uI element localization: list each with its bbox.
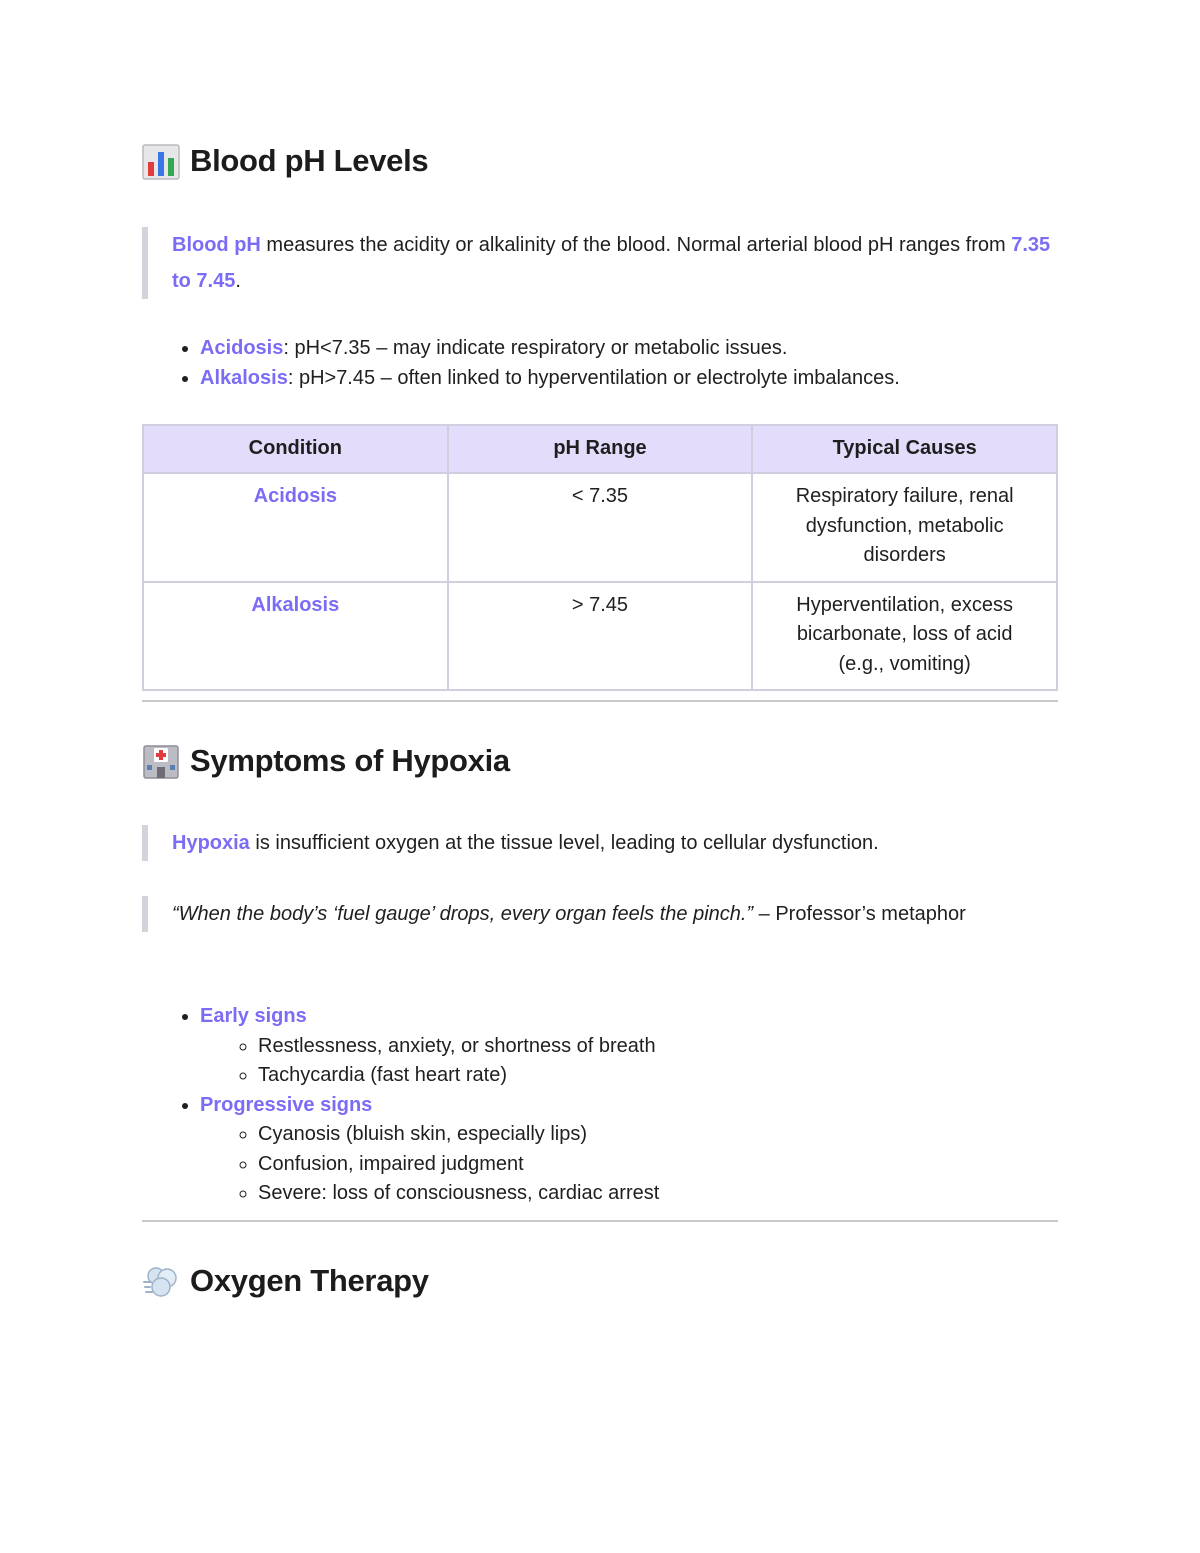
term-hypoxia: Hypoxia	[172, 832, 250, 854]
term-blood-ph: Blood pH	[172, 234, 261, 256]
table-header: Condition	[143, 425, 448, 473]
list-item: ◦ Cyanosis (bluish skin, especially lips)	[258, 1120, 960, 1150]
term-alkalosis: Alkalosis	[200, 366, 288, 389]
heading-text: Blood pH Levels	[190, 143, 429, 178]
table-header-row	[143, 425, 1057, 473]
table-row	[143, 582, 1057, 691]
quote-text: “When the body’s ‘fuel gauge’ drops, every organ feels the pinch.”	[172, 903, 754, 925]
hospital-icon	[142, 742, 180, 780]
progressive-signs-sublist	[200, 1120, 960, 1209]
divider	[142, 700, 1058, 702]
list-item	[200, 334, 960, 364]
list-item: ◦ Severe: loss of consciousness, cardiac arrest	[258, 1179, 960, 1209]
table-row	[143, 473, 1057, 582]
callout-text: measures the acidity or alkalinity of the blood. Normal arterial blood pH ranges from	[260, 234, 1012, 256]
term-normal-range: 7.35 to 7.45	[172, 234, 1051, 292]
table-cell: Acidosis	[143, 473, 448, 582]
table-header: pH Range	[448, 425, 753, 473]
quote-attribution: – Professor’s metaphor	[753, 903, 966, 925]
hypoxia-signs-list	[142, 1002, 960, 1209]
wind-puff-icon	[142, 1262, 180, 1300]
table-cell: Alkalosis	[143, 582, 448, 691]
section-heading-hypoxia	[142, 742, 510, 780]
table-cell: Hyperventilation, excess bicarbonate, loss of acid (e.g., vomiting)	[752, 582, 1057, 691]
ph-table	[142, 424, 1058, 691]
list-item-text: : pH<7.35 – may indicate respiratory or metabolic issues.	[283, 337, 788, 359]
early-signs-label: Early signs	[200, 1005, 307, 1027]
list-item-text: : pH>7.45 – often linked to hyperventilation or electrolyte imbalances.	[287, 366, 900, 389]
bar-chart-icon	[142, 142, 180, 180]
heading-text: Symptoms of Hypoxia	[190, 743, 510, 778]
quote-callout	[142, 896, 1052, 932]
callout-hypoxia	[142, 825, 1052, 861]
table-cell: < 7.35	[448, 473, 753, 582]
table-header: Typical Causes	[752, 425, 1057, 473]
section-heading-blood-ph	[142, 142, 428, 180]
list-item-early-signs	[200, 1002, 960, 1091]
list-item	[200, 364, 960, 394]
list-item-progressive-signs	[200, 1091, 960, 1209]
divider	[142, 1220, 1058, 1222]
heading-text: Oxygen Therapy	[190, 1263, 429, 1298]
term-acidosis: Acidosis	[200, 337, 284, 359]
table-cell: Respiratory failure, renal dysfunction, metabolic disorders	[752, 473, 1057, 582]
ph-bullet-list	[142, 334, 960, 393]
table-cell: > 7.45	[448, 582, 753, 691]
callout-text: is insufficient oxygen at the tissue level, leading to cellular dysfunction.	[249, 832, 879, 854]
callout-text-end: .	[235, 270, 241, 292]
callout-blood-ph	[142, 227, 1052, 299]
early-signs-sublist	[200, 1032, 960, 1091]
list-item: ◦ Tachycardia (fast heart rate)	[258, 1061, 960, 1091]
section-heading-oxygen-therapy	[142, 1262, 429, 1300]
progressive-signs-label: Progressive signs	[200, 1093, 373, 1116]
list-item: ◦ Confusion, impaired judgment	[258, 1150, 960, 1180]
list-item: ◦ Restlessness, anxiety, or shortness of breath	[258, 1032, 960, 1062]
